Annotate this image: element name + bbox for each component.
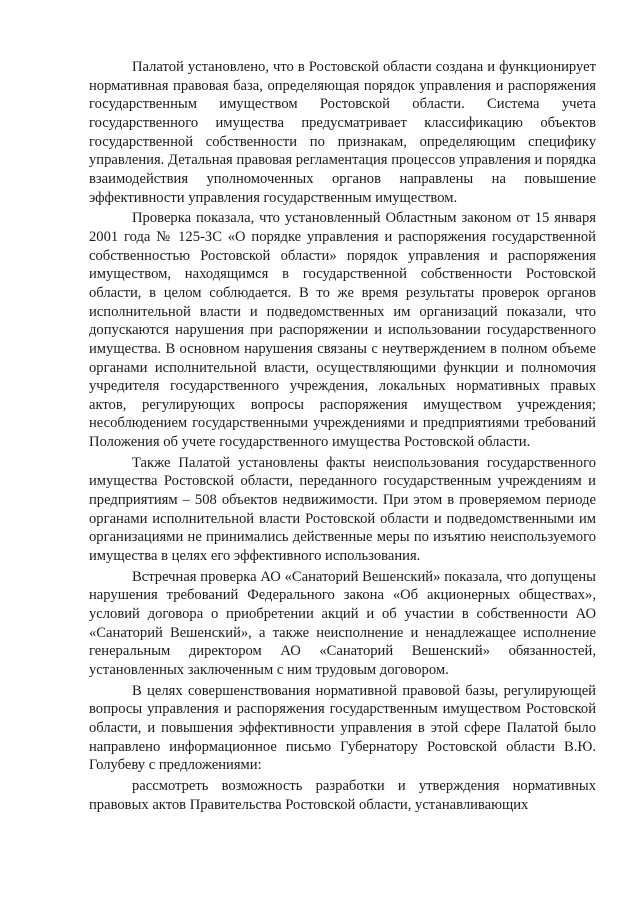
paragraph-4: Встречная проверка АО «Санаторий Вешенский» показала, что допущены нарушения требований Федерального закона «Об акционерных обществах», условий договора о приобретении акций и об участии в собственности АО «Санаторий Вешенский», а также неисполнение и ненадлежащее исполнение генеральным директором АО «Санаторий Вешенский» обязанностей, установленных заключенным с ним трудовым договором.: [89, 568, 596, 678]
paragraph-5: В целях совершенствования нормативной правовой базы, регулирующей вопросы управления и распоряжения государственным имуществом Ростовской области, и повышения эффективности управления в этой сфере Палатой было направлено информационное письмо Губернатору Ростовской области В.Ю. Голубеву с предложениями:: [89, 682, 596, 774]
paragraph-2: Проверка показала, что установленный Областным законом от 15 января 2001 года № 125-ЗС «О порядке управления и распоряжения государственной собственностью Ростовской области» порядок управления и распоряжения имуществом, находящимся в государственной собственности Ростовской области, в целом соблюдается. В то же время результаты проверок органов исполнительной власти и подведомственных им организаций показали, что допускаются нарушения при распоряжении и использовании государственного имущества. В основном нарушения связаны с неутверждением в полном объеме органами исполнительной власти, осуществляющими функции и полномочия учредителя государственного учреждения, локальных нормативных правых актов, регулирующих вопросы распоряжения имуществом учреждения; несоблюдением государственными учреждениями и предприятиями требований Положения об учете государственного имущества Ростовской области.: [89, 210, 596, 451]
paragraph-3: Также Палатой установлены факты неиспользования государственного имущества Ростовской области, переданного государственным учреждениям и предприятиям – 508 объектов недвижимости. При этом в проверяемом периоде органами исполнительной власти Ростовской области и подведомственными им организациями не принимались действенные меры по изъятию неиспользуемого имущества в целях его эффективного использования.: [89, 454, 596, 565]
paragraph-6: рассмотреть возможность разработки и утверждения нормативных правовых актов Правительства Ростовской области, устанавливающих: [89, 777, 596, 813]
paragraph-1: Палатой установлено, что в Ростовской области создана и функционирует нормативная правовая база, определяющая порядок управления и распоряжения государственным имуществом Ростовской области. Система учета государственного имущества предусматривает классификацию объектов государственной собственности по признакам, определяющим специфику управления. Детальная правовая регламентация процессов управления и порядка взаимодействия уполномоченных органов направлены на повышение эффективности управления государственным имуществом.: [89, 59, 596, 206]
document-body: [89, 58, 596, 816]
